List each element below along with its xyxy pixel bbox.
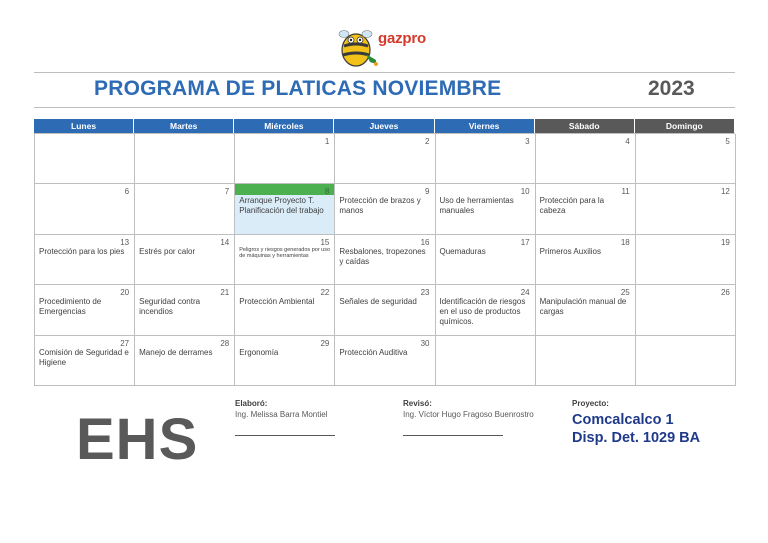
talk-topic: Protección para la cabeza — [539, 196, 605, 216]
calendar-day-cell — [636, 285, 736, 335]
day-number: 26 — [720, 288, 730, 298]
calendar-day-cell — [135, 134, 235, 184]
talk-topic: Uso de herramientas manuales — [439, 196, 514, 216]
day-number — [536, 336, 635, 347]
company-logo — [336, 24, 432, 72]
logo-wordmark: gazpro — [378, 30, 426, 47]
day-number — [35, 134, 134, 145]
talk-topic: Seguridad contra incendios — [139, 297, 201, 317]
day-number: 5 — [725, 137, 730, 146]
day-number: 12 — [720, 187, 730, 197]
talk-topic: Arranque Proyecto T. Planificación del trabajo — [235, 195, 334, 234]
calendar-day-cell — [335, 285, 435, 335]
day-number: 24 — [520, 288, 530, 298]
title-divider-bottom — [34, 107, 735, 108]
calendar-day-cell — [35, 235, 135, 285]
day-number: 14 — [220, 237, 230, 247]
day-number: 29 — [320, 338, 330, 348]
day-header: Domingo — [635, 119, 735, 133]
calendar-day-cell — [436, 184, 536, 234]
day-number: 16 — [420, 237, 430, 247]
talk-topic — [636, 145, 735, 146]
talk-topic: Protección para los pies — [39, 246, 125, 256]
calendar-day-cell — [235, 235, 335, 285]
day-header: Miércoles — [234, 119, 334, 133]
proyecto-name — [572, 411, 700, 447]
elaboro-signature-line — [235, 435, 335, 436]
day-header: Sábado — [535, 119, 635, 133]
day-number: 22 — [320, 288, 330, 298]
calendar-day-cell — [636, 336, 736, 386]
day-number: 21 — [220, 288, 230, 298]
day-number — [636, 336, 735, 347]
day-number: 30 — [420, 338, 430, 348]
talk-topic: Protección de brazos y manos — [339, 196, 421, 216]
talk-topic: Identificación de riesgos en el uso de productos químicos. — [439, 297, 526, 327]
day-number: 10 — [520, 187, 530, 197]
proyecto-line-2: Disp. Det. 1029 BA — [572, 430, 701, 446]
title-divider-top — [34, 72, 735, 73]
calendar-day-cell — [636, 184, 736, 234]
calendar-day-cell — [35, 134, 135, 184]
ehs-label: EHS — [76, 407, 199, 472]
calendar-day-cell — [235, 184, 335, 234]
day-header: Martes — [134, 119, 234, 133]
talk-topic: Quemaduras — [439, 246, 486, 256]
calendar-day-cell — [436, 235, 536, 285]
calendar-day-cell — [335, 184, 435, 234]
elaboro-name: Ing. Melissa Barra Montiel — [235, 410, 328, 419]
calendar-day-cell — [235, 285, 335, 335]
talk-topic — [636, 347, 735, 348]
elaboro-signature — [235, 399, 335, 436]
calendar-day-cell — [235, 134, 335, 184]
reviso-name: Ing. Víctor Hugo Fragoso Buenrostro — [403, 410, 534, 419]
day-number: 9 — [425, 187, 430, 197]
calendar-day-cell — [536, 184, 636, 234]
calendar-day-cell — [436, 336, 536, 386]
day-number — [436, 336, 535, 347]
day-number: 4 — [625, 137, 630, 146]
talk-topic — [436, 145, 535, 146]
talk-topic — [536, 347, 635, 348]
talk-topic: Manejo de derrames — [139, 347, 213, 357]
talk-topic — [235, 145, 334, 146]
day-number: 7 — [224, 187, 230, 197]
calendar-day-cell — [536, 235, 636, 285]
day-header: Viernes — [435, 119, 535, 133]
day-number: 20 — [120, 288, 130, 298]
talk-topic: Estrés por calor — [139, 246, 196, 256]
day-number: 18 — [620, 237, 630, 247]
calendar-day-cell — [335, 235, 435, 285]
talk-topic — [436, 347, 535, 348]
proyecto-label: Proyecto: — [572, 399, 609, 408]
reviso-signature-line — [403, 435, 503, 436]
calendar-day-cell — [536, 134, 636, 184]
talk-topic: Manipulación manual de cargas — [539, 297, 627, 317]
day-number: 15 — [320, 237, 330, 247]
talk-topic — [35, 195, 134, 196]
reviso-signature — [403, 399, 534, 436]
talk-topic — [536, 145, 635, 146]
calendar-day-cell — [335, 336, 435, 386]
calendar-day-cell — [335, 134, 435, 184]
day-header: Jueves — [334, 119, 434, 133]
calendar-day-cell — [35, 285, 135, 335]
talk-topic — [135, 195, 234, 196]
talk-topic: Señales de seguridad — [339, 297, 417, 307]
calendar-day-cell — [135, 184, 235, 234]
day-number: 1 — [324, 137, 330, 146]
talk-topic: Peligros y riesgos generados por uso de máquinas y herramientas — [239, 246, 331, 259]
calendar — [34, 119, 735, 386]
calendar-day-cell — [135, 235, 235, 285]
day-number: 23 — [420, 288, 430, 298]
calendar-day-cell — [536, 285, 636, 335]
calendar-day-cell — [235, 336, 335, 386]
talk-topic: Comisión de Seguridad e Higiene — [39, 347, 129, 367]
calendar-day-cell — [35, 184, 135, 234]
talk-topic: Protección Ambiental — [239, 297, 315, 307]
calendar-header — [34, 119, 735, 133]
talk-topic — [35, 145, 134, 146]
calendar-day-cell — [35, 336, 135, 386]
reviso-label: Revisó: — [403, 399, 432, 408]
day-number: 17 — [520, 237, 530, 247]
year-label: 2023 — [648, 77, 695, 100]
talk-topic: Primeros Auxilios — [539, 246, 601, 256]
day-number: 8 — [235, 184, 334, 195]
talk-topic: Procedimiento de Emergencias — [39, 297, 102, 317]
day-number: 25 — [620, 288, 630, 298]
day-number: 2 — [425, 137, 430, 146]
day-number: 27 — [120, 338, 130, 348]
day-number: 6 — [124, 187, 130, 197]
calendar-day-cell — [636, 235, 736, 285]
talk-topic: Resbalones, tropezones y caídas — [339, 246, 426, 266]
calendar-day-cell — [536, 336, 636, 386]
calendar-day-cell — [636, 134, 736, 184]
calendar-day-cell — [135, 336, 235, 386]
proyecto-line-1: Comcalcalco 1 — [572, 412, 674, 428]
calendar-day-cell — [436, 285, 536, 335]
day-number: 28 — [220, 338, 230, 348]
talk-topic: Ergonomía — [239, 347, 279, 357]
day-number: 11 — [621, 187, 630, 197]
calendar-day-cell — [135, 285, 235, 335]
day-number: 19 — [720, 237, 730, 247]
talk-topic: Protección Auditiva — [339, 347, 408, 357]
day-number: 13 — [120, 237, 130, 247]
day-header: Lunes — [34, 119, 134, 133]
day-number: 3 — [525, 137, 530, 146]
talk-topic — [335, 145, 434, 146]
calendar-day-cell — [436, 134, 536, 184]
talk-topic — [135, 145, 234, 146]
elaboro-label: Elaboró: — [235, 399, 268, 408]
day-number — [135, 134, 234, 145]
page-title: PROGRAMA DE PLATICAS NOVIEMBRE — [94, 77, 502, 100]
calendar-grid — [34, 133, 735, 386]
